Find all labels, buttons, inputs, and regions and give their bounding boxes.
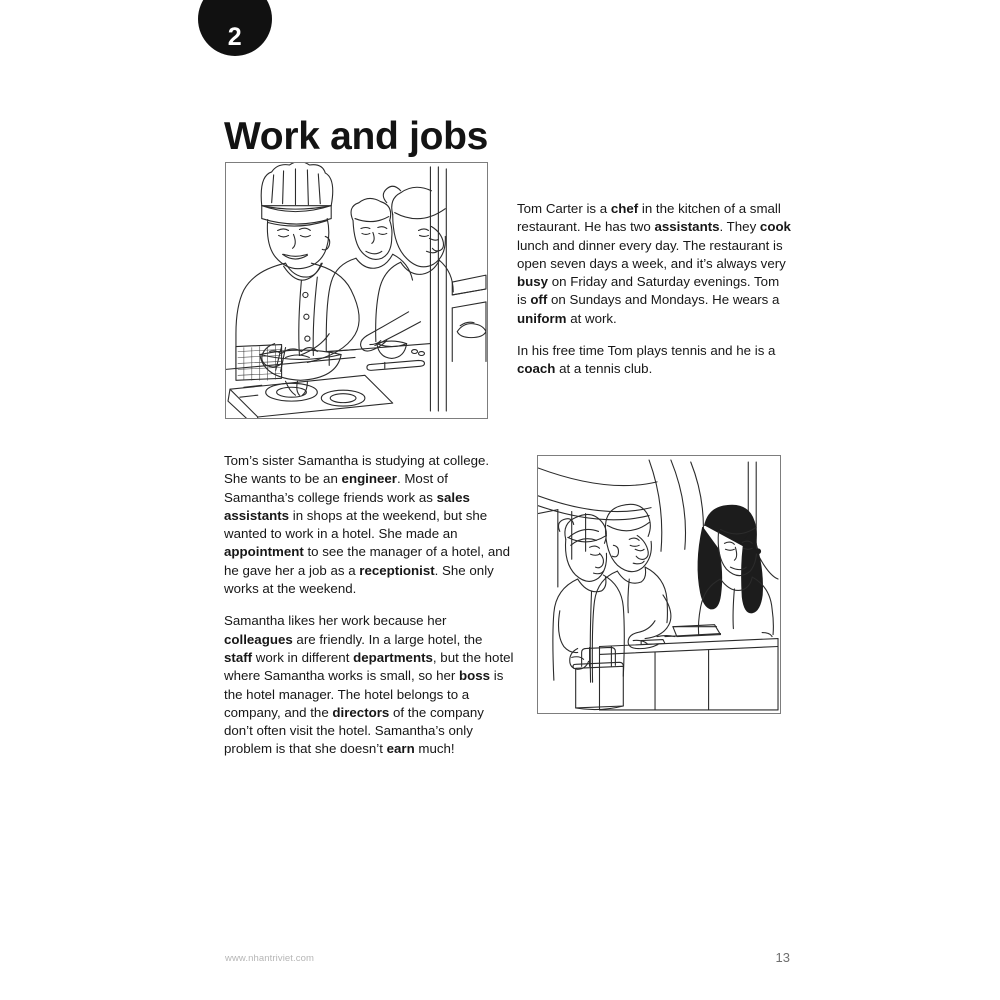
keyword-term: cook — [759, 219, 791, 235]
keyword-term: receptionist — [359, 562, 435, 578]
keyword-term: colleagues — [224, 631, 293, 647]
text-run: are friendly. In a large hotel, the — [292, 631, 483, 647]
hotel-reception-illustration — [537, 455, 781, 714]
keyword-term: departments — [353, 649, 433, 665]
text-run: In his free time Tom plays tennis and he is a — [517, 343, 776, 359]
text-run: . They — [719, 219, 760, 235]
chef-paragraphs — [517, 200, 792, 379]
text-run: Tom’s sister Samantha is studying at college. She wants to be an — [224, 453, 490, 487]
keyword-term: off — [530, 292, 548, 308]
kitchen-illustration — [225, 162, 488, 419]
text-run: is the hotel manager. The hotel belongs to a company, and the — [224, 668, 504, 720]
text-run: on Friday and Saturday evenings. Tom is — [517, 274, 780, 308]
chapter-number-badge — [198, 0, 272, 56]
text-run: of the company don’t often visit the hotel. Samantha’s only problem is that she doesn’t — [224, 704, 484, 757]
keyword-term: coach — [517, 361, 556, 377]
keyword-term: sales assistants — [224, 489, 470, 523]
keyword-term: assistants — [654, 219, 720, 235]
keyword-term: directors — [332, 704, 390, 720]
text-run: lunch and dinner every day. The restaurant is open seven days a week, and it’s always very — [517, 237, 786, 271]
keyword-term: engineer — [341, 471, 397, 487]
text-run: at work. — [566, 310, 617, 326]
keyword-term: staff — [224, 649, 253, 665]
text-run: . She only works at the weekend. — [224, 562, 494, 597]
keyword-term: busy — [517, 274, 549, 290]
page-number: 13 — [775, 950, 790, 965]
keyword-term: uniform — [517, 310, 567, 326]
text-run: on Sundays and Mondays. He wears a — [547, 292, 780, 308]
paragraph — [224, 612, 514, 758]
page-title: Work and jobs — [224, 115, 489, 159]
text-run: , but the hotel where Samantha works is small, so her — [224, 649, 514, 684]
paragraph — [224, 452, 514, 598]
text-run: to see the manager of a hotel, and he gave her a job as a — [224, 544, 511, 578]
keyword-term: earn — [386, 741, 415, 757]
keyword-term: chef — [610, 201, 639, 216]
text-run: in shops at the weekend, but she wanted to work in a hotel. She made an — [224, 507, 488, 542]
text-run: at a tennis club. — [555, 361, 653, 377]
text-run: in the kitchen of a small restaurant. He has two — [517, 201, 781, 235]
text-run: Tom Carter is a — [517, 201, 611, 216]
paragraph — [517, 200, 792, 328]
text-run: . Most of Samantha’s college friends work as — [224, 471, 448, 505]
keyword-term: boss — [459, 668, 491, 684]
chapter-number: 2 — [227, 23, 243, 51]
keyword-term: appointment — [224, 544, 304, 560]
paragraph — [517, 342, 792, 379]
footer-website-url: www.nhantriviet.com — [225, 953, 315, 964]
text-run: much! — [414, 741, 455, 757]
text-run: work in different — [252, 649, 354, 665]
text-run: Samantha likes her work because her — [224, 613, 447, 629]
samantha-paragraphs — [224, 452, 514, 759]
